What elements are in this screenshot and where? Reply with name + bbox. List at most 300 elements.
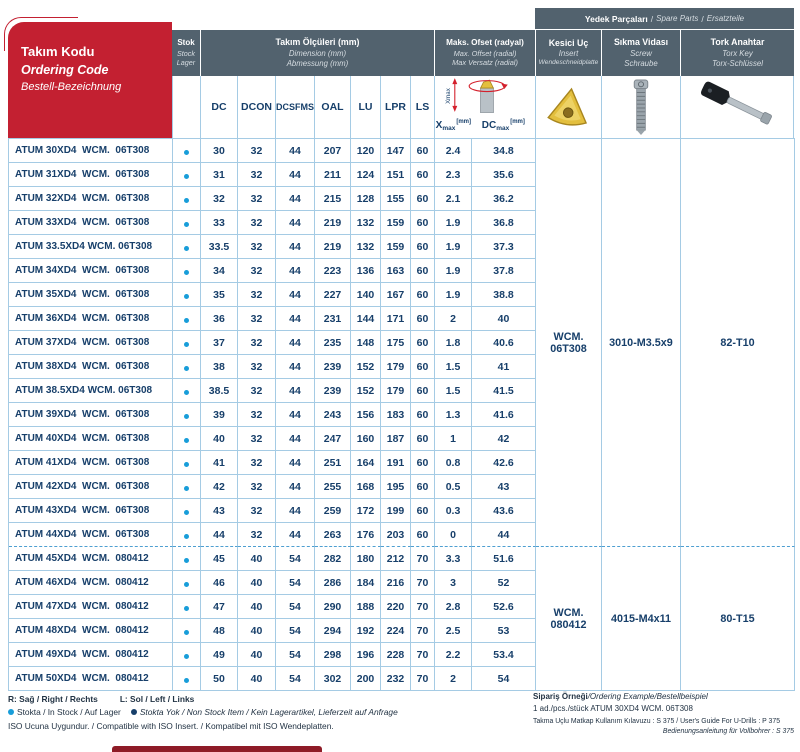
dcon-cell: 32 [238,451,276,475]
oal-cell: 302 [315,667,351,691]
dimensions-label-en: Dimension (mm) [288,48,347,58]
lu-cell: 156 [351,403,381,427]
ordering-code-cell: ATUM 40XD4 WCM. 06T308 [9,427,173,451]
iso-compatibility-note: ISO Ucuna Uygundur. / Compatible with ISO Insert. / Kompatibel mit ISO Wendeplatten. [8,720,334,731]
ordering-example-tr: Sipariş Örneği [533,692,588,701]
dc-cell: 46 [201,571,238,595]
ordering-code-label-de: Bestell-Bezeichnung [21,81,122,93]
stock-subheader [172,76,200,138]
col-label-dcsfms: DCSFMS [275,76,314,138]
stock-status-dot [184,318,189,323]
oal-cell: 239 [315,355,351,379]
dc-cell: 41 [201,451,238,475]
ordering-code-cell: ATUM 45XD4 WCM. 080412 [9,547,173,571]
stock-status-dot [184,654,189,659]
dcsfms-cell: 44 [276,235,315,259]
dcmax-column-label [472,119,535,132]
lu-cell: 124 [351,163,381,187]
ls-cell: 60 [411,499,435,523]
non-stock-note: Stokta Yok / Non Stock Item / Kein Lagerartikel, Lieferzeit auf Anfrage [139,707,398,718]
ls-cell: 70 [411,571,435,595]
lpr-cell: 163 [381,259,411,283]
dc-cell: 30 [201,139,238,163]
dcmax-cell: 36.2 [472,187,536,211]
dc-cell: 33 [201,211,238,235]
lpr-cell: 232 [381,667,411,691]
stock-cell [173,163,201,187]
dcmax-cell: 36.8 [472,211,536,235]
stock-status-dot [184,246,189,251]
offset-label-de: Max Versatz (radial) [452,58,518,68]
ordering-example-title [533,691,794,703]
stock-cell [173,403,201,427]
lpr-cell: 203 [381,523,411,547]
dc-cell: 35 [201,283,238,307]
ls-cell: 60 [411,187,435,211]
ls-cell: 60 [411,379,435,403]
lu-cell: 172 [351,499,381,523]
oal-cell: 215 [315,187,351,211]
lpr-cell: 179 [381,355,411,379]
dcmax-cell: 35.6 [472,163,536,187]
column-header-insert [535,30,601,76]
torx-label-de: Torx-Schlüssel [712,58,763,68]
dcsfms-cell: 44 [276,259,315,283]
lpr-cell: 195 [381,475,411,499]
oal-cell: 251 [315,451,351,475]
screw-label-tr: Sıkma Vidası [613,37,669,48]
dcsfms-cell: 44 [276,139,315,163]
lu-cell: 152 [351,355,381,379]
footer-notes-right [533,691,794,738]
screw-label-en: Screw [630,48,652,58]
ordering-code-cell: ATUM 33XD4 WCM. 06T308 [9,211,173,235]
xmax-cell: 1.9 [435,211,472,235]
spec-table [8,138,795,691]
dcsfms-cell: 44 [276,523,315,547]
svg-text:Xmax: Xmax [444,88,452,104]
ls-cell: 60 [411,355,435,379]
ordering-code-cell: ATUM 39XD4 WCM. 06T308 [9,403,173,427]
xmax-cell: 0 [435,523,472,547]
dimensions-label-de: Abmessung (mm) [286,58,349,68]
dcsfms-cell: 44 [276,211,315,235]
dcmax-unit: [mm] [510,119,525,125]
dcon-cell: 40 [238,643,276,667]
stock-cell [173,139,201,163]
lu-cell: 148 [351,331,381,355]
ls-cell: 60 [411,139,435,163]
offset-diagram [435,76,535,113]
lu-cell: 144 [351,307,381,331]
stock-status-dot [184,582,189,587]
dcsfms-cell: 54 [276,619,315,643]
ls-cell: 60 [411,211,435,235]
xmax-cell: 2.5 [435,619,472,643]
stock-status-dot [184,558,189,563]
ls-cell: 70 [411,667,435,691]
ordering-code-cell: ATUM 30XD4 WCM. 06T308 [9,139,173,163]
stock-status-dot [184,438,189,443]
ordering-code-cell: ATUM 38.5XD4 WCM. 06T308 [9,379,173,403]
stock-status-dot [184,414,189,419]
ordering-code-cell: ATUM 50XD4 WCM. 080412 [9,667,173,691]
ls-cell: 60 [411,235,435,259]
dcon-cell: 32 [238,523,276,547]
dcsfms-cell: 44 [276,475,315,499]
ordering-code-cell: ATUM 43XD4 WCM. 06T308 [9,499,173,523]
dcsfms-cell: 54 [276,595,315,619]
lpr-cell: 167 [381,283,411,307]
oal-cell: 223 [315,259,351,283]
lu-cell: 196 [351,643,381,667]
ordering-code-cell: ATUM 34XD4 WCM. 06T308 [9,259,173,283]
xmax-column-label [435,119,472,132]
stock-cell [173,355,201,379]
xmax-cell: 2 [435,667,472,691]
lpr-cell: 179 [381,379,411,403]
in-stock-dot [8,709,14,715]
stock-cell [173,427,201,451]
lu-cell: 168 [351,475,381,499]
xmax-cell: 2.3 [435,163,472,187]
lu-cell: 160 [351,427,381,451]
oal-cell: 227 [315,283,351,307]
dcmax-cell: 43.6 [472,499,536,523]
stock-cell [173,235,201,259]
screw-image [630,79,652,135]
torx-label-en: Torx Key [722,48,753,58]
stock-status-dot [184,462,189,467]
lpr-cell: 183 [381,403,411,427]
oal-cell: 282 [315,547,351,571]
stock-cell [173,571,201,595]
ls-cell: 70 [411,547,435,571]
ls-cell: 60 [411,259,435,283]
xmax-cell: 0.3 [435,499,472,523]
dcmax-base: DC [481,120,497,131]
oal-cell: 255 [315,475,351,499]
stock-cell [173,307,201,331]
dcmax-cell: 41.6 [472,403,536,427]
col-label-oal: OAL [314,76,350,138]
dcon-cell: 32 [238,355,276,379]
lpr-cell: 191 [381,451,411,475]
xmax-sub: max [442,125,456,132]
dcon-cell: 32 [238,475,276,499]
lu-cell: 120 [351,139,381,163]
stock-cell [173,643,201,667]
ls-cell: 70 [411,619,435,643]
lpr-cell: 147 [381,139,411,163]
dcon-cell: 40 [238,595,276,619]
dc-cell: 42 [201,475,238,499]
ordering-code-cell: ATUM 47XD4 WCM. 080412 [9,595,173,619]
ordering-code-cell: ATUM 37XD4 WCM. 06T308 [9,331,173,355]
dcon-cell: 32 [238,499,276,523]
lpr-cell: 159 [381,235,411,259]
ordering-example-rest: /Ordering Example/Bestellbeispiel [587,692,708,701]
spare-parts-label-de: Ersatzteile [706,14,745,23]
dcmax-cell: 41.5 [472,379,536,403]
dcmax-cell: 34.8 [472,139,536,163]
col-label-ls: LS [410,76,434,138]
xmax-cell: 1.5 [435,379,472,403]
lpr-cell: 187 [381,427,411,451]
dcsfms-cell: 44 [276,427,315,451]
dc-cell: 45 [201,547,238,571]
stock-status-dot [184,174,189,179]
xmax-cell: 2.1 [435,187,472,211]
stock-status-dot [184,510,189,515]
spare-parts-label-en: Spare Parts [656,14,699,23]
stock-cell [173,451,201,475]
col-label-dc: DC [200,76,237,138]
dc-cell: 48 [201,619,238,643]
stock-label-de: Lager [176,58,196,68]
table-row [9,139,795,163]
dimension-subheader [200,76,434,138]
oal-cell: 207 [315,139,351,163]
dcmax-cell: 52 [472,571,536,595]
offset-label-tr: Maks. Ofset (radyal) [446,38,524,48]
lpr-cell: 228 [381,643,411,667]
stock-status-dot [184,630,189,635]
stock-status-dot [184,390,189,395]
dcon-cell: 32 [238,379,276,403]
ordering-code-cell: ATUM 41XD4 WCM. 06T308 [9,451,173,475]
stock-status-dot [184,198,189,203]
dcsfms-cell: 44 [276,187,315,211]
stock-status-dot [184,270,189,275]
separator: / [650,13,654,24]
lpr-cell: 220 [381,595,411,619]
ordering-example-value: 1 ad./pcs./stück ATUM 30XD4 WCM. 06T308 [533,704,693,713]
oal-cell: 231 [315,307,351,331]
stock-cell [173,547,201,571]
stock-status-dot [184,366,189,371]
dcmax-sub: max [496,125,510,132]
oal-cell: 259 [315,499,351,523]
dc-cell: 44 [201,523,238,547]
lpr-cell: 171 [381,307,411,331]
insert-image [543,83,594,131]
stock-legend [8,706,523,719]
stock-cell [173,475,201,499]
xmax-cell: 1.3 [435,403,472,427]
stock-cell [173,667,201,691]
lu-cell: 176 [351,523,381,547]
dcsfms-cell: 54 [276,667,315,691]
dcmax-cell: 41 [472,355,536,379]
lu-cell: 132 [351,211,381,235]
dcsfms-cell: 54 [276,571,315,595]
stock-cell [173,595,201,619]
column-header-dimensions [200,30,434,76]
stock-status-dot [184,606,189,611]
ordering-code-cell: ATUM 44XD4 WCM. 06T308 [9,523,173,547]
xmax-cell: 1 [435,427,472,451]
screw-cell: 3010-M3.5x9 [602,139,681,547]
lpr-cell: 212 [381,547,411,571]
lu-cell: 128 [351,187,381,211]
spare-parts-label-tr: Yedek Parçaları [584,13,648,24]
lu-cell: 192 [351,619,381,643]
torx-key-image-cell [680,76,794,138]
dcon-cell: 32 [238,427,276,451]
drill-offset-illustration [435,76,535,113]
separator: / [701,13,704,24]
dcon-cell: 32 [238,235,276,259]
non-stock-dot [131,709,137,715]
dcsfms-cell: 44 [276,355,315,379]
ordering-code-cell: ATUM 49XD4 WCM. 080412 [9,643,173,667]
torx-label-tr: Tork Anahtar [710,37,765,48]
xmax-cell: 1.9 [435,259,472,283]
xmax-cell: 2.2 [435,643,472,667]
oal-cell: 294 [315,619,351,643]
stock-cell [173,211,201,235]
lu-cell: 200 [351,667,381,691]
bottom-page-accent [112,746,322,752]
column-header-offset [434,30,535,76]
dcon-cell: 32 [238,259,276,283]
dcmax-cell: 51.6 [472,547,536,571]
dc-cell: 43 [201,499,238,523]
ls-cell: 60 [411,523,435,547]
footer-notes-left [8,693,523,733]
lu-cell: 140 [351,283,381,307]
ordering-code-cell: ATUM 36XD4 WCM. 06T308 [9,307,173,331]
xmax-cell: 3 [435,571,472,595]
dcsfms-cell: 44 [276,163,315,187]
torx-key-cell: 80-T15 [681,547,795,691]
offset-label-en: Max. Offset (radial) [453,48,517,58]
lu-cell: 136 [351,259,381,283]
table-row [9,547,795,571]
dc-cell: 33.5 [201,235,238,259]
dcon-cell: 32 [238,283,276,307]
dc-cell: 40 [201,427,238,451]
dcsfms-cell: 54 [276,643,315,667]
lpr-cell: 224 [381,619,411,643]
stock-cell [173,187,201,211]
dcon-cell: 32 [238,403,276,427]
xmax-cell: 1.9 [435,283,472,307]
dc-cell: 49 [201,643,238,667]
dcsfms-cell: 44 [276,451,315,475]
dcon-cell: 40 [238,619,276,643]
ls-cell: 70 [411,643,435,667]
col-label-dcon: DCON [237,76,275,138]
stock-cell [173,619,201,643]
dc-cell: 47 [201,595,238,619]
column-header-stock [172,30,200,76]
oal-cell: 243 [315,403,351,427]
stock-cell [173,259,201,283]
ordering-code-cell: ATUM 35XD4 WCM. 06T308 [9,283,173,307]
dc-cell: 50 [201,667,238,691]
dcon-cell: 40 [238,667,276,691]
ordering-code-cell: ATUM 38XD4 WCM. 06T308 [9,355,173,379]
column-header-torx [680,30,794,76]
xmax-cell: 1.5 [435,355,472,379]
stock-cell [173,331,201,355]
offset-subheader [434,76,535,138]
xmax-cell: 2.8 [435,595,472,619]
lu-cell: 180 [351,547,381,571]
ordering-code-cell: ATUM 42XD4 WCM. 06T308 [9,475,173,499]
screw-cell: 4015-M4x11 [602,547,681,691]
dimensions-label-tr: Takım Ölçüleri (mm) [275,37,360,48]
xmax-cell: 2 [435,307,472,331]
stock-cell [173,283,201,307]
stock-status-dot [184,294,189,299]
dcmax-cell: 53.4 [472,643,536,667]
torx-key-image [694,79,780,135]
insert-label-de: Wendeschneidplatte [538,59,599,67]
lpr-cell: 175 [381,331,411,355]
xmax-base: X [435,120,443,131]
lpr-cell: 216 [381,571,411,595]
insert-label-tr: Kesici Uç [548,37,589,48]
oal-cell: 298 [315,643,351,667]
dcon-cell: 32 [238,211,276,235]
right-hand-note: R: Sağ / Right / Rechts [8,694,98,704]
dcon-cell: 40 [238,547,276,571]
dcsfms-cell: 44 [276,307,315,331]
ordering-code-cell: ATUM 46XD4 WCM. 080412 [9,571,173,595]
col-label-lu: LU [350,76,380,138]
users-guide-note: Takma Uçlu Matkap Kullanım Kılavuzu : S 375 / User's Guide For U-Drills : P 375 [533,718,781,725]
ordering-code-cell: ATUM 32XD4 WCM. 06T308 [9,187,173,211]
dc-cell: 38.5 [201,379,238,403]
left-hand-note: L: Sol / Left / Links [119,694,195,704]
dc-cell: 34 [201,259,238,283]
dc-cell: 36 [201,307,238,331]
dcsfms-cell: 44 [276,283,315,307]
ls-cell: 60 [411,283,435,307]
oal-cell: 263 [315,523,351,547]
xmax-cell: 1.9 [435,235,472,259]
insert-label-en: Insert [558,49,579,59]
direction-legend [8,693,523,706]
ordering-code-cell: ATUM 33.5XD4 WCM. 06T308 [9,235,173,259]
dc-cell: 31 [201,163,238,187]
insert-image-cell [535,76,601,138]
dcon-cell: 32 [238,139,276,163]
ls-cell: 60 [411,403,435,427]
spec-table-body [9,139,795,691]
stock-cell [173,499,201,523]
lpr-cell: 151 [381,163,411,187]
insert-cell: WCM. 080412 [536,547,602,691]
lu-cell: 132 [351,235,381,259]
oal-cell: 286 [315,571,351,595]
lu-cell: 152 [351,379,381,403]
ordering-code-cell: ATUM 31XD4 WCM. 06T308 [9,163,173,187]
xmax-cell: 3.3 [435,547,472,571]
dc-cell: 37 [201,331,238,355]
column-header-screw [601,30,680,76]
stock-status-dot [184,150,189,155]
in-stock-note: Stokta / In Stock / Auf Lager [17,707,121,718]
stock-label-en: Stock [177,48,195,58]
ls-cell: 60 [411,475,435,499]
oal-cell: 239 [315,379,351,403]
dcsfms-cell: 44 [276,331,315,355]
lu-cell: 184 [351,571,381,595]
